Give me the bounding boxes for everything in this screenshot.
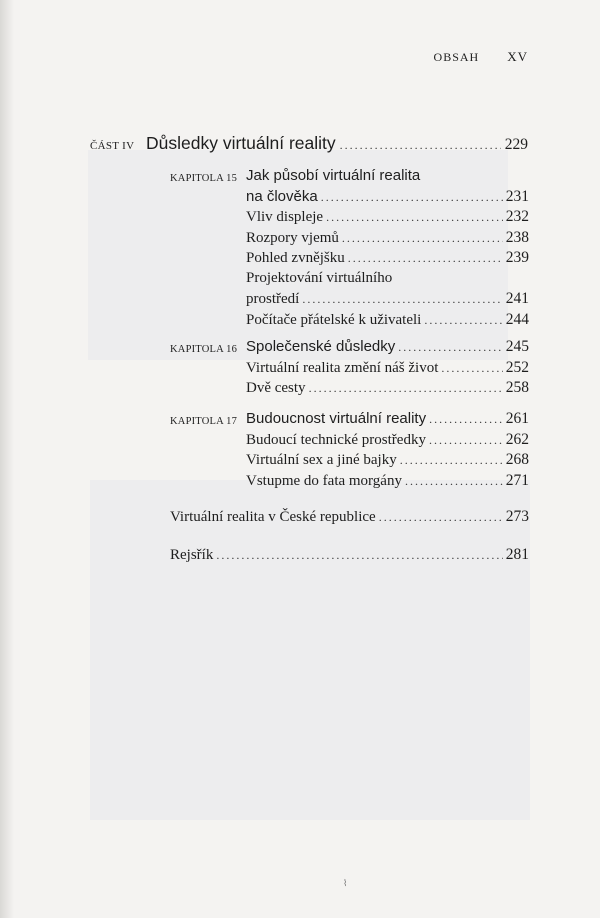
dot-leader — [429, 412, 503, 427]
chapter-page: 261 — [505, 410, 529, 427]
chapter-page: 231 — [505, 187, 529, 205]
section-page: 244 — [505, 310, 529, 328]
index-title: Rejsřík — [170, 547, 214, 563]
dot-leader — [309, 381, 503, 396]
running-header — [434, 49, 528, 65]
bleed-through-image — [90, 480, 530, 820]
section-page: 238 — [505, 228, 529, 246]
chapter-title: Společenské důsledky — [246, 338, 396, 355]
toc-appendix-entry — [170, 508, 529, 529]
section-title: Počítače přátelské k uživateli — [246, 311, 422, 328]
dot-leader — [321, 190, 503, 205]
part-label: ČÁST IV — [90, 140, 135, 152]
toc-chapter — [170, 167, 530, 331]
dot-leader — [424, 313, 502, 328]
toc-index-entry — [170, 546, 529, 567]
section-title: prostředí — [246, 291, 300, 307]
section-title: Dvě cesty — [246, 380, 306, 396]
section-page: 268 — [505, 451, 529, 468]
section-title: Virtuální realita změní náš život — [246, 359, 439, 376]
chapter-title: Budoucnost virtuální reality — [246, 410, 427, 427]
dot-leader — [405, 474, 503, 489]
section-title: Vliv displeje — [246, 209, 324, 225]
section-page: 258 — [505, 379, 529, 396]
appendix-page: 273 — [505, 508, 529, 525]
dot-leader — [348, 251, 503, 266]
section-page: 252 — [505, 358, 529, 376]
chapter-label: KAPITOLA 15 — [170, 173, 238, 184]
chapter-page: 245 — [505, 338, 529, 355]
part-title: Důsledky virtuální reality — [146, 133, 336, 153]
section-page: 271 — [505, 471, 529, 489]
section-title: Budoucí technické prostředky — [246, 431, 426, 448]
section-title: Virtuální sex a jiné bajky — [246, 452, 397, 468]
dot-leader — [326, 210, 503, 225]
section-page: 241 — [505, 290, 529, 307]
pencil-mark: ⌇ — [343, 878, 348, 888]
page-gutter-shadow — [0, 0, 14, 918]
section-page: 239 — [505, 249, 529, 266]
header-title: OBSAH — [433, 50, 480, 64]
section-title: Pohled zvnějšku — [246, 250, 345, 266]
chapter-title: na člověka — [246, 187, 318, 205]
chapter-title: Jak působí virtuální realita — [246, 167, 421, 184]
dot-leader — [400, 453, 503, 468]
dot-leader — [342, 231, 503, 246]
dot-leader — [429, 433, 503, 448]
section-page: 262 — [505, 430, 529, 448]
dot-leader — [379, 510, 503, 525]
part-page: 229 — [504, 136, 528, 153]
toc-chapter — [170, 410, 530, 492]
dot-leader — [398, 340, 502, 355]
section-title: Rozpory vjemů — [246, 229, 339, 246]
section-page: 232 — [505, 208, 529, 225]
appendix-title: Virtuální realita v České republice — [170, 509, 376, 525]
chapter-label: KAPITOLA 16 — [170, 344, 238, 355]
header-page-number: XV — [507, 49, 528, 64]
dot-leader — [441, 361, 502, 376]
dot-leader — [216, 548, 502, 563]
dot-leader — [302, 292, 502, 307]
section-title: Projektování virtuálního — [246, 269, 393, 286]
toc-part-entry — [90, 133, 528, 154]
index-page: 281 — [505, 546, 529, 563]
dot-leader — [340, 138, 501, 153]
toc-chapter — [170, 338, 530, 400]
section-title: Vstupme do fata morgány — [246, 472, 402, 489]
chapter-label: KAPITOLA 17 — [170, 416, 238, 427]
